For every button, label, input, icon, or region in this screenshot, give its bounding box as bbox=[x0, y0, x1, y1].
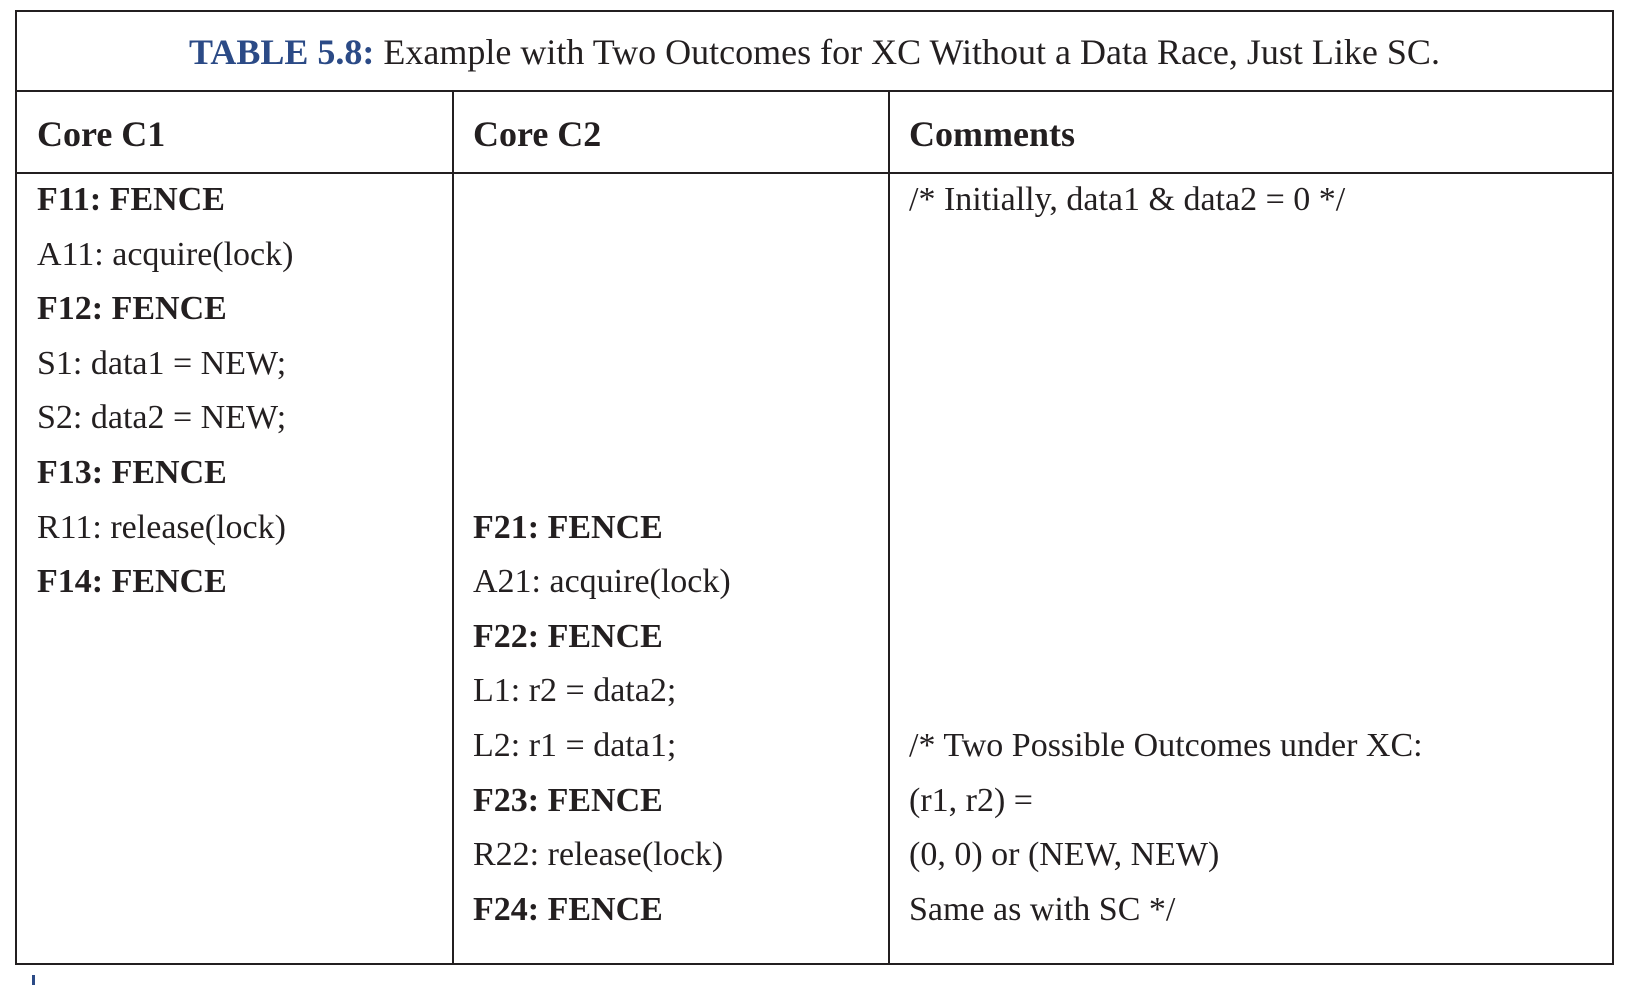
column-core-c1 bbox=[37, 172, 447, 963]
header-comments: Comments bbox=[909, 114, 1075, 154]
core-c1-cell: F11: FENCE bbox=[37, 181, 225, 218]
core-c1-cell: S2: data2 = NEW; bbox=[37, 399, 287, 437]
header-core-c1: Core C1 bbox=[37, 114, 166, 154]
comment-cell: /* Two Possible Outcomes under XC: bbox=[909, 727, 1423, 764]
core-c1-cell: S1: data1 = NEW; bbox=[37, 344, 287, 382]
core-c1-cell: R11: release(lock) bbox=[37, 508, 286, 546]
core-c2-cell: F23: FENCE bbox=[473, 781, 663, 819]
comment-cell: (0, 0) or (NEW, NEW) bbox=[909, 836, 1220, 874]
core-c2-cell: R22: release(lock) bbox=[473, 836, 724, 874]
header-core-c2: Core C2 bbox=[473, 114, 602, 154]
core-c1-cell: F12: FENCE bbox=[37, 290, 227, 328]
core-c1-cell: F13: FENCE bbox=[37, 454, 227, 491]
core-c2-cell: F21: FENCE bbox=[473, 508, 663, 546]
column-comments bbox=[909, 172, 1609, 963]
comment-cell: /* Initially, data1 & data2 = 0 */ bbox=[909, 181, 1346, 218]
column-divider bbox=[888, 92, 890, 963]
table-caption-text: Example with Two Outcomes for XC Without a Data Race, Just Like SC. bbox=[374, 32, 1440, 72]
comment-cell: (r1, r2) = bbox=[909, 781, 1033, 819]
core-c2-cell: F24: FENCE bbox=[473, 890, 663, 928]
column-core-c2 bbox=[473, 172, 883, 963]
core-c2-cell: A21: acquire(lock) bbox=[473, 563, 731, 601]
comment-cell: Same as with SC */ bbox=[909, 890, 1176, 928]
core-c2-cell: L1: r2 = data2; bbox=[473, 672, 677, 710]
table-5-8 bbox=[15, 10, 1614, 965]
core-c1-cell: F14: FENCE bbox=[37, 563, 227, 601]
page-margin-mark bbox=[32, 975, 35, 985]
core-c1-cell: A11: acquire(lock) bbox=[37, 235, 294, 273]
table-caption bbox=[17, 12, 1612, 92]
core-c2-cell: L2: r1 = data1; bbox=[473, 727, 677, 764]
core-c2-cell: F22: FENCE bbox=[473, 617, 663, 655]
table-caption-label: TABLE 5.8: bbox=[189, 32, 375, 72]
column-divider bbox=[452, 92, 454, 963]
